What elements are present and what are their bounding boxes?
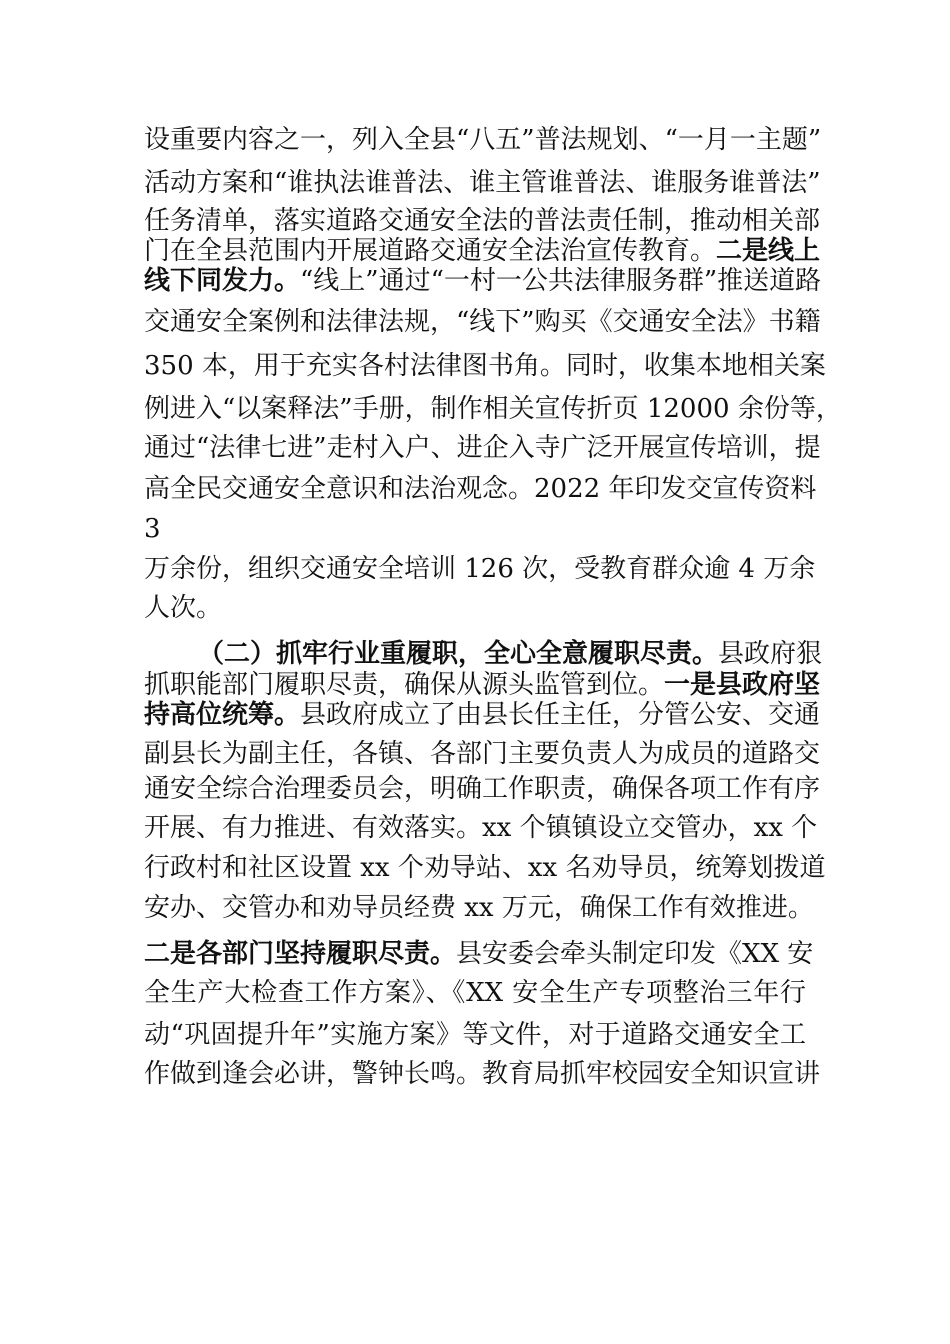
text-run: 作做到逢会必讲，警钟长鸣。教育局抓牢校园安全知识宣讲 (144, 1059, 821, 1089)
text-run: 人次。 (144, 593, 223, 623)
text-line (144, 394, 842, 424)
text-line (144, 813, 818, 843)
text-run-bold: （二）抓牢行业重履职，全心全意履职尽责。 (198, 639, 719, 669)
text-run: 万余份，组织交通安全培训 126 次，受教育群众逾 4 万余 (144, 554, 816, 584)
text-line (144, 978, 806, 1008)
text-line (144, 670, 821, 700)
text-run: 交通安全案例和法律法规，“线下”购买《交通安全法》书籍 (144, 307, 821, 337)
text-run: 县政府狠 (718, 639, 823, 669)
text-line (198, 639, 823, 669)
text-run: 例进入“以案释法”手册，制作相关宣传折页 12000 余份等， (144, 394, 842, 424)
text-run: 抓职能部门履职尽责，确保从源头监管到位。 (144, 670, 665, 700)
text-run: 3 (144, 514, 161, 544)
text-run-bold: 线下同发力。 (144, 266, 301, 296)
text-run: “线上”通过“一村一公共法律服务群”推送道路 (300, 266, 822, 296)
text-run: 活动方案和“谁执法谁普法、谁主管谁普法、谁服务谁普法” (144, 168, 821, 198)
text-run: 通过“法律七进”走村入户、进企入寺广泛开展宣传培训，提 (144, 433, 821, 463)
text-run: 门在全县范围内开展道路交通安全法治宣传教育。 (144, 236, 717, 266)
text-line (144, 266, 822, 296)
text-line (144, 514, 806, 544)
text-run-bold: 二是各部门坚持履职尽责。 (144, 939, 457, 969)
text-run: 安办、交管办和劝导员经费 xx 万元，确保工作有效推进。 (144, 893, 814, 923)
text-line (144, 554, 816, 584)
text-run: 县安委会牵头制定印发《XX 安 (456, 939, 814, 969)
text-line (144, 307, 821, 337)
text-run-bold: 一是县政府坚 (664, 670, 821, 700)
text-run: 全生产大检查工作方案》、《XX 安全生产专项整治三年行 (144, 978, 806, 1008)
text-line (144, 739, 821, 769)
text-line (144, 853, 826, 883)
text-line (144, 1020, 806, 1050)
text-line (144, 593, 806, 623)
text-line (144, 206, 821, 236)
text-line (144, 433, 821, 463)
text-run-bold: 二是线上 (716, 236, 821, 266)
text-line (144, 125, 822, 155)
text-line (144, 700, 821, 730)
text-line (144, 1059, 821, 1089)
text-run: 高全民交通安全意识和法治观念。2022 年印发交宣传资料 (144, 474, 817, 504)
text-run: 设重要内容之一，列入全县“八五”普法规划、“一月一主题” (144, 125, 822, 155)
text-run: 通安全综合治理委员会，明确工作职责，确保各项工作有序 (144, 774, 821, 804)
text-run: 动“巩固提升年”实施方案》等文件，对于道路交通安全工 (144, 1020, 806, 1050)
text-line (144, 236, 821, 266)
text-run: 任务清单，落实道路交通安全法的普法责任制，推动相关部 (144, 206, 821, 236)
text-run-bold: 持高位统筹。 (144, 700, 301, 730)
text-line (144, 168, 821, 198)
text-line (144, 893, 814, 923)
text-line (144, 939, 814, 969)
text-run: 开展、有力推进、有效落实。xx 个镇镇设立交管办，xx 个 (144, 813, 818, 843)
text-run: 行政村和社区设置 xx 个劝导站、xx 名劝导员，统筹划拨道 (144, 853, 826, 883)
text-line (144, 774, 821, 804)
text-line (144, 351, 826, 381)
text-run: 350 本，用于充实各村法律图书角。同时，收集本地相关案 (144, 351, 826, 381)
text-run: 县政府成立了由县长任主任，分管公安、交通 (300, 700, 821, 730)
text-run: 副县长为副主任，各镇、各部门主要负责人为成员的道路交 (144, 739, 821, 769)
text-line (144, 474, 817, 504)
